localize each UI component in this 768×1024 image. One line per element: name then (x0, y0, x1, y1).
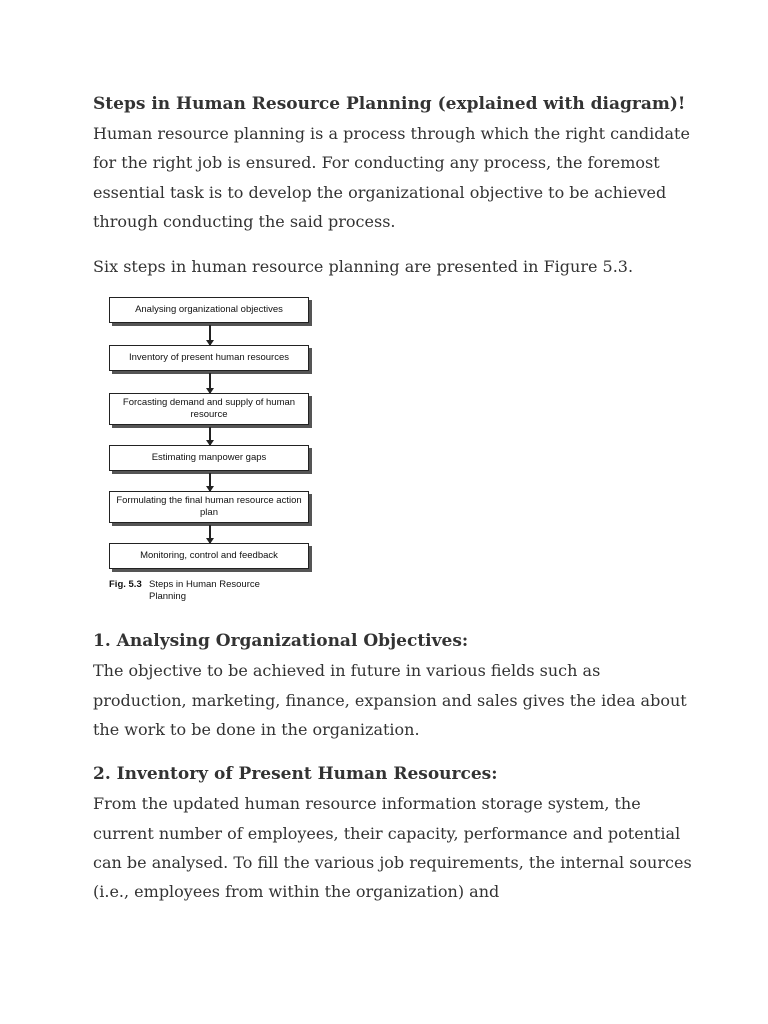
section-body: From the updated human resource information storage system, the current number of employees, their capacity, performance and potential can be analysed. To fill the various job requirements, the internal sources (i.e., employees from within the organization) and (93, 794, 692, 902)
flow-step-2: Inventory of present human resources (109, 345, 309, 371)
caption-label: Fig. 5.3 (109, 579, 142, 591)
flow-arrow (209, 373, 211, 393)
section-heading: 1. Analysing Organizational Objectives: (93, 631, 469, 652)
article (93, 90, 693, 907)
section-body: The objective to be achieved in future in various fields such as production, marketing, finance, expansion and sales gives the idea about the work to be done in the organization. (93, 661, 687, 740)
flow-arrow (209, 427, 211, 445)
flow-step-1: Analysing organizational objectives (109, 297, 309, 323)
intro-paragraph: Human resource planning is a process through which the right candidate for the right job is ensured. For conducting any process, the foremost essential task is to develop the organizational objective to be achieved through conducting the said process. (93, 124, 690, 231)
flow-arrow (209, 525, 211, 543)
flow-arrow (209, 325, 211, 345)
flow-step-6: Monitoring, control and feedback (109, 543, 309, 569)
caption-text: Steps in Human Resource Planning (149, 579, 260, 603)
section-heading: 2. Inventory of Present Human Resources: (93, 764, 498, 785)
flow-step-3: Forcasting demand and supply of human resource (109, 393, 309, 425)
article-title: Steps in Human Resource Planning (explained with diagram)! (93, 94, 686, 114)
figure-caption (109, 579, 309, 603)
flow-step-4: Estimating manpower gaps (109, 445, 309, 471)
flow-step-5: Formulating the final human resource action plan (109, 491, 309, 523)
lead-paragraph: Six steps in human resource planning are presented in Figure 5.3. (93, 257, 634, 277)
flow-arrow (209, 473, 211, 491)
flowchart-figure (103, 297, 323, 617)
